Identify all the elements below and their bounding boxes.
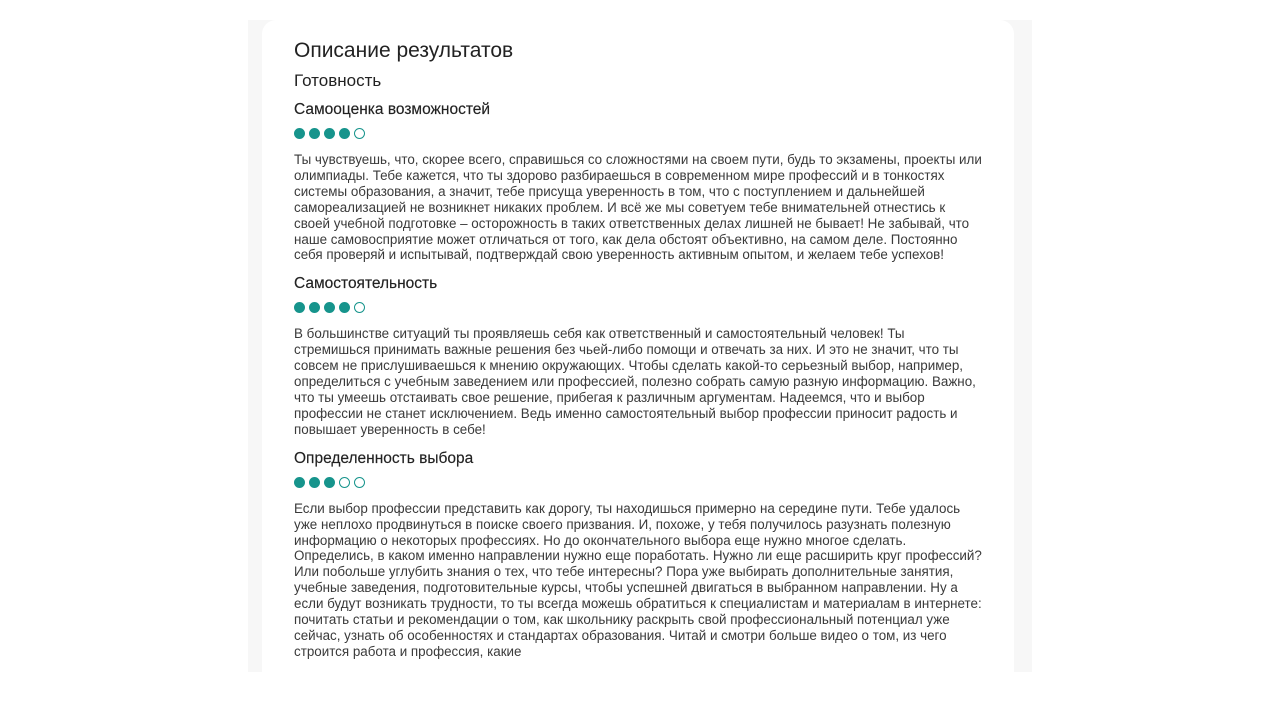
results-card (262, 20, 1014, 672)
rating-dots (294, 477, 984, 488)
rating-dot-empty-icon (354, 128, 365, 139)
rating-dot-filled-icon (339, 302, 350, 313)
section-title: Готовность (294, 71, 382, 90)
rating-dot-filled-icon (294, 477, 305, 488)
item-title: Самооценка возможностей (294, 101, 491, 118)
rating-dot-filled-icon (294, 302, 305, 313)
rating-dot-empty-icon (354, 477, 365, 488)
item-description: Если выбор профессии представить как дорогу, ты находишься примерно на середине пути. Тебе удалось уже неплохо продвинуться в поиске своего призвания. И, похоже, у тебя получилось разузнать полезную информацию о некоторых профессиях. Но до окончательного выбора еще нужно многое сделать. Определись, в каком именно направлении нужно еще поработать. Нужно ли еще расширить круг профессий? Или побольше углубить знания о тех, что тебе интересны? Пора уже выбирать дополнительные занятия, учебные заведения, подготовительные курсы, чтобы успешней двигаться в выбранном направлении. Ну а если будут возникать трудности, то ты всегда можешь обратиться к специалистам и материалам в интернете: почитать статьи и рекомендации о том, как школьнику раскрыть свой профессиональный потенциал уже сейчас, узнать об особенностях и стандартах образования. Читай и смотри больше видео о том, из чего строится работа и профессия, какие (294, 500, 982, 659)
result-item-choice-certainty (294, 448, 984, 660)
item-title: Определенность выбора (294, 449, 474, 467)
rating-dot-empty-icon (339, 477, 350, 488)
item-title: Самостоятельность (294, 275, 438, 293)
rating-dots (294, 302, 984, 313)
rating-dot-filled-icon (309, 477, 320, 488)
rating-dot-filled-icon (324, 128, 335, 139)
rating-dot-filled-icon (309, 302, 320, 313)
rating-dot-empty-icon (354, 302, 365, 313)
page-title: Описание результатов (294, 39, 514, 62)
item-description: В большинстве ситуаций ты проявляешь себя как ответственный и самостоятельный человек! Ты стремишься принимать важные решения без чьей-либо помощи и отвечать за них. И это не значит, что ты совсем не прислушиваешься к мнению окружающих. Чтобы сделать какой-то серьезный выбор, например, определиться с учебным заведением или профессией, полезно собрать самую разную информацию. Важно, что ты умеешь отстаивать свое решение, прибегая к различным аргументам. Надеемся, что и выбор профессии не станет исключением. Ведь именно самостоятельный выбор профессии приносит радость и повышает уверенность в себе! (294, 326, 976, 437)
rating-dot-filled-icon (339, 128, 350, 139)
rating-dot-filled-icon (294, 128, 305, 139)
rating-dots (294, 128, 984, 139)
rating-dot-filled-icon (324, 302, 335, 313)
results-content (294, 37, 984, 670)
page-background (248, 20, 1032, 672)
result-item-self-assessment (294, 99, 984, 263)
rating-dot-filled-icon (309, 128, 320, 139)
item-description: Ты чувствуешь, что, скорее всего, справишься со сложностями на своем пути, будь то экзамены, проекты или олимпиады. Тебе кажется, что ты здорово разбираешься в современном мире профессий и в тонкостях системы образования, а значит, тебе присуща уверенность в том, что с поступлением и дальнейшей самореализацией не возникнет никаких проблем. И всё же мы советуем тебе внимательней отнестись к своей учебной подготовке – осторожность в таких ответственных делах лишней не бывает! Не забывай, что наше самовосприятие может отличаться от того, как дела обстоят объективно, на самом деле. Постоянно себя проверяй и испытывай, подтверждай свою уверенность активным опытом, и желаем тебе успехов! (294, 152, 982, 263)
rating-dot-filled-icon (324, 477, 335, 488)
result-item-independence (294, 273, 984, 437)
